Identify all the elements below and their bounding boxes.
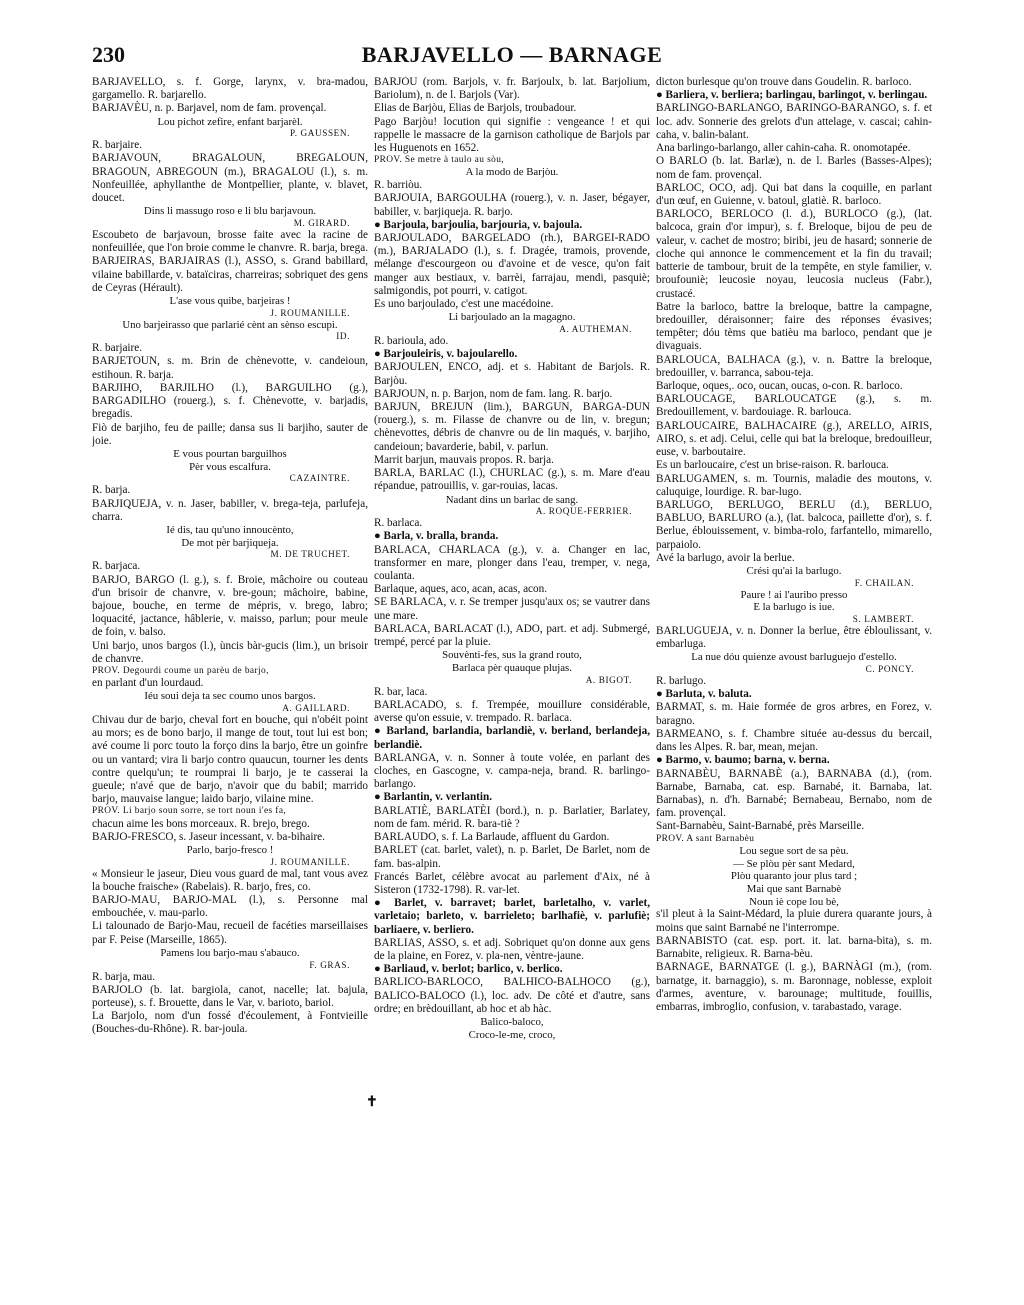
entry-line: Paure ! ai l'auribo presso bbox=[740, 588, 848, 601]
entry-line: BARJAVÈU, n. p. Barjavel, nom de fam. provençal. bbox=[92, 102, 327, 115]
entry-line: Barlaque, aques, aco, acan, acas, acon. bbox=[374, 583, 548, 596]
entry-line: Dins li massugo roso e li blu barjavoun. bbox=[143, 205, 317, 218]
entry-line: Souvènti-fes, sus la grand routo, bbox=[442, 649, 582, 662]
entry-line: Noun iè cope lou bè, bbox=[749, 895, 839, 908]
entry-line: F. GRAS. bbox=[309, 959, 350, 970]
entry-line: ● Barlantin, v. verlantin. bbox=[374, 791, 493, 804]
entry-line: PROV. A sant Barnabèu bbox=[656, 833, 755, 844]
entry-line: Elias de Barjòu, Elias de Barjols, troubadour. bbox=[374, 102, 577, 115]
entry-line: Balico-baloco, bbox=[480, 1016, 544, 1029]
entry-line: BARLOUCAGE, BARLOUCATGE (g.), s. m. Bredouillement, v. bardouiage. R. barlouca. bbox=[656, 393, 932, 419]
entry-line: BARJOUN, n. p. Barjon, nom de fam. lang. R. barjo. bbox=[374, 387, 613, 400]
entry-line: R. barjaire. bbox=[92, 139, 143, 152]
entry-line: L'ase vous quibe, barjeiras ! bbox=[169, 295, 291, 308]
entry-line: BARJUN, BREJUN (lim.), BARGUN, BARGA-DUN (rouerg.), s. m. Filasse de chanvre ou de lin, v. bregun; chènevottes, débris de chanvre ou de lin maqués, v. barjiho, candeioun; bavarderie, babil, v. parlun. bbox=[374, 401, 650, 453]
entry-line: BARLOCO, BERLOCO (l. d.), BURLOCO (g.), (lat. balcoca, grain d'or impur), s. f. Breloque, bijou de peu de valeur, v. cachet de mostro; biribi, jeu de hasard; sonnerie de cloche qui annonce le commencement et la fin du travail; batterie de tambour, bruit de la tempête, en style familier, v. broufouniè; leucosie noyau, leucosia nucleus (Fabr.), crustacé. bbox=[656, 208, 932, 300]
entry-line: BARLINGO-BARLANGO, BARINGO-BARANGO, s. f. et loc. adv. Sonnerie des grelots d'un attelage, v. cascai; cahin-caha, v. balin-balant. bbox=[656, 102, 932, 141]
entry-line: BARMAT, s. m. Haie formée de gros arbres, en Forez, v. baragno. bbox=[656, 701, 932, 727]
page-number: 230 bbox=[92, 42, 125, 67]
entry-line: BARJO-FRESCO, s. Jaseur incessant, v. ba-bihaire. bbox=[92, 830, 325, 843]
entry-line: BARJÒU (rom. Barjols, v. fr. Barjoulx, b. lat. Barjolium, Bariolum), n. de l. Barjols (Var). bbox=[374, 76, 650, 102]
entry-line: BARJEIRAS, BARJAIRAS (l.), ASSO, s. Grand babillard, vilaine babillarde, v. bataïciras, charreiras; sobriquet des gens de Ceyras (Hérault). bbox=[92, 255, 368, 294]
entry-line: BARLANGA, v. n. Sonner à toute volée, en parlant des cloches, en Gascogne, v. campa-neja, brand. R. barlingo-barlango. bbox=[374, 751, 650, 791]
entry-line: BARLA, BARLAC (l.), CHURLAC (g.), s. m. Mare d'eau répandue, patrouillis, v. gar-rouias, lacas. bbox=[374, 467, 650, 493]
entry-line: BARJOUIA, BARGOULHA (rouerg.), v. n. Jaser, bégayer, babiller, v. barjiqueja. R. barjo. bbox=[374, 192, 650, 218]
entry-line: Lou pichot zefire, enfant barjarèl. bbox=[157, 115, 303, 128]
entry-line: Chivau dur de barjo, cheval fort en bouche, qui n'obéit point au mors; es de bono barjo, il mange de tout, tout lui est bon; avé coume li porc touto la forço dins la barjo, être un goinfre ou un vantard; vira li barjo contro quaucun, tourner les dents contre quelqu'un; te roumprai li barjo, je te casserai la gueule; n'avé que de barjo, n'avoir que du babil; marrido barjo, mauvaise langue; laido barjo, vilaine mine. bbox=[92, 713, 368, 806]
entry-line: Nadant dins un barlac de sang. bbox=[445, 493, 579, 506]
entry-line: E la barlugo is iue. bbox=[753, 601, 835, 614]
entry-line: R. barjaire. bbox=[92, 342, 143, 355]
entry-line: R. barja, mau. bbox=[92, 970, 156, 983]
entry-line: O BARLO (b. lat. Barlæ), n. de l. Barles (Basses-Alpes); nom de fam. provençal. bbox=[656, 155, 932, 181]
entry-line: — Se plòu pèr sant Medard, bbox=[733, 857, 855, 870]
entry-line: BARJOLO (b. lat. bargiola, canot, nacelle; lat. bajula, porteuse), s. f. Brouette, dans le Var, v. barioto, bariol. bbox=[92, 983, 368, 1009]
margin-marker: ✝ bbox=[366, 1095, 378, 1110]
entry-line: BARLET (cat. barlet, valet), n. p. Barlet, De Barlet, nom de fam. bas-alpin. bbox=[374, 844, 650, 870]
entry-line: ● Barjouleiris, v. bajoularello. bbox=[374, 348, 518, 361]
running-title: BARJAVELLO — BARNAGE bbox=[361, 42, 663, 67]
entry-line: BARMEANO, s. f. Chambre située au-dessus du bercail, dans les Alpes. R. bar, mean, mejan. bbox=[656, 727, 932, 754]
entry-line: R. barlugo. bbox=[656, 675, 707, 688]
entry-line: « Monsieur le jaseur, Dieu vous guard de mal, tant vous avez la bouche fraische» (Rabelais). R. barjo, fres, co. bbox=[92, 867, 368, 893]
entry-line: BARLATIÈ, BARLATÈI (bord.), n. p. Barlatier, Barlatey, nom de fam. mérid. R. bara-tiè ? bbox=[374, 804, 650, 830]
entry-line: R. bar, laca. bbox=[374, 685, 428, 698]
entry-line: BARLOUCAIRE, BALHACAIRE (g.), ARELLO, AIRIS, AIRO, s. et adj. Celui, celle qui bat la breloque, bredouilleur, euse, v. barboutaire. bbox=[656, 419, 932, 459]
entry-line: La nue dóu quienze avoust barluguejo d'estello. bbox=[691, 651, 897, 664]
entry-line: BARNABISTO (cat. esp. port. it. lat. barna-bita), s. m. Barnabite, religieux. R. Barna-bèu. bbox=[656, 934, 932, 961]
entry-line: BARJOULEN, ENCO, adj. et s. Habitant de Barjols. R. Barjòu. bbox=[374, 361, 650, 387]
entry-line: ● Barliera, v. berliera; barlingau, barlingot, v. berlingau. bbox=[656, 89, 928, 102]
entry-line: Pèr vous escalfura. bbox=[189, 460, 271, 473]
entry-line: Uni barjo, unos bargos (l.), ùncis bàr-gucis (lim.), un brisoir de chanvre. bbox=[92, 639, 368, 665]
entry-line: BARLUGUEJA, v. n. Donner la berlue, être ébloulissant, v. embarluga. bbox=[656, 625, 932, 651]
entry-line: BARLOUCA, BALHACA (g.), v. n. Battre la breloque, bredouiller, v. barranca, sabou-teja. bbox=[656, 353, 932, 379]
entry-line: Barlaca pèr quauque plujas. bbox=[452, 662, 572, 675]
column-middle bbox=[374, 76, 650, 1286]
entry-line: en parlant d'un lourdaud. bbox=[92, 677, 204, 690]
entry-line: A la modo de Barjòu. bbox=[465, 166, 559, 179]
entry-line: BARJAVOUN, BRAGALOUN, BREGALOUN, BRAGOUN, ABREGOUN (m.), BRAGALOU (l.), s. m. Nonfeuillée, aphyllanthe de Montpellier, plante, v. blavet, doucet. bbox=[92, 152, 368, 205]
entry-line: BARLACADO, s. f. Trempée, mouillure considérable, averse qu'on essuie, v. trempado. R. barlaca. bbox=[374, 698, 650, 725]
entry-line: dicton burlesque qu'on trouve dans Goudelin. R. barloco. bbox=[656, 76, 912, 88]
entry-line: A. BIGOT. bbox=[585, 674, 632, 685]
entry-line: Iéu soui deja ta sec coumo unos bargos. bbox=[144, 690, 316, 703]
entry-line: Escoubeto de barjavoun, brosse faite avec la racine de nonfeuillée, que l'on broie comme le chanvre. R. barja, brega. bbox=[92, 228, 368, 255]
entry-line: BARLACA, CHARLACA (g.), v. a. Changer en lac, transformer en mare, plonger dans l'eau, tremper, v. nega, coulanta. bbox=[374, 543, 650, 583]
entry-line: R. barlaca. bbox=[374, 517, 423, 530]
entry-line: A. GAILLARD. bbox=[282, 703, 350, 714]
entry-line: BARLUGAMEN, s. m. Tournis, maladie des moutons, v. caluquige, lourdige. R. bar-lugo. bbox=[656, 472, 932, 498]
entry-line: PROV. Se metre à taulo au sòu, bbox=[374, 155, 505, 166]
entry-line: ● Barlet, v. barravet; barlet, barletalho, v. varlet, varletaio; barleto, v. barrieleto; barlhafiè, v. parlufiè; barliaere, v. berliero. bbox=[374, 897, 650, 936]
text-columns bbox=[92, 76, 932, 1286]
entry-line: BARLIAS, ASSO, s. et adj. Sobriquet qu'on donne aux gens de la plaine, en Forez, v. pla-nen, vèntre-jaune. bbox=[374, 936, 650, 963]
entry-line: Ié dis, tau qu'uno innoucènto, bbox=[166, 523, 294, 536]
entry-line: Francés Barlet, célèbre avocat au parlement d'Aix, né à Sisteron (1732-1798). R. var-let. bbox=[374, 870, 650, 896]
entry-line: De mot pèr barjiqueja. bbox=[181, 536, 279, 549]
entry-line: Es un barloucaire, c'est un brise-raison. R. barlouca. bbox=[656, 459, 889, 472]
entry-line: M. GIRARD. bbox=[293, 218, 350, 229]
entry-line: Plòu quaranto jour plus tard ; bbox=[730, 870, 858, 883]
entry-line: Avé la barlugo, avoir la berlue. bbox=[656, 551, 795, 564]
entry-line: BARJIHO, BARJILHO (l.), BARGUILHO (g.), BARGADILHO (rouerg.), s. f. Chènevotte, v. barjadis, bregadis. bbox=[92, 381, 368, 421]
entry-line: R. barja. bbox=[92, 484, 131, 497]
entry-line: BARJETOUN, s. m. Brin de chènevotte, v. candeioun, estihoun. R. barja. bbox=[92, 355, 368, 381]
entry-line: C. PONCY. bbox=[865, 664, 914, 675]
entry-line: CAZAINTRE. bbox=[289, 473, 350, 484]
entry-line: ● Barluta, v. baluta. bbox=[656, 688, 752, 701]
entry-line: SE BARLACA, v. r. Se tremper jusqu'aux os; se vautrer dans une mare. bbox=[374, 596, 650, 622]
entry-line: F. CHAILAN. bbox=[854, 577, 914, 588]
entry-line: PROV. Degourdi coume un parèu de barjo, bbox=[92, 666, 269, 677]
entry-line: Sant-Barnabèu, Saint-Barnabé, près Marseille. bbox=[656, 820, 865, 833]
entry-line: BARJOULADO, BARGELADO (rh.), BARGEI-RADO (m.), BARJALADO (l.), s. f. Dragée, tramois, provende, mélange d'escourgeon ou d'avoine et de vesce, qu'on fait manger aux bestiaux, v. barrèi, farrajau, mendi, pasquiè; salmigondis, pot pourri, v. catigot. bbox=[374, 232, 650, 297]
entry-line: Batre la barloco, battre la breloque, battre la campagne, bredouiller, déraisonner; faire des réponses évasives; tempêter; dóu tèms que batièu ma barloco, pendant que je divaguais. bbox=[656, 300, 932, 353]
entry-line: Mai que sant Barnabè bbox=[746, 882, 842, 895]
column-right bbox=[656, 76, 932, 1286]
entry-line: J. ROUMANILLE. bbox=[270, 307, 350, 318]
entry-line: Crési qu'ai la barlugo. bbox=[746, 565, 842, 578]
entry-line: Parlo, barjo-fresco ! bbox=[186, 844, 274, 856]
entry-line: M. DE TRUCHET. bbox=[270, 549, 350, 560]
entry-line: Marrit barjun, mauvais propos. R. barja. bbox=[374, 453, 554, 466]
entry-line: BARJO-MAU, BARJO-MAL (l.), s. Personne mal embouchée, v. mau-parlo. bbox=[92, 894, 368, 920]
entry-line: Li talounado de Barjo-Mau, recueil de facéties marseillaises par F. Peise (Marseille, 1865). bbox=[92, 920, 368, 946]
entry-line: P. GAUSSEN. bbox=[290, 128, 350, 139]
entry-line: PROV. Li barjo soun sorre, se tort noun i'es fa, bbox=[92, 806, 287, 817]
entry-line: J. ROUMANILLE. bbox=[270, 856, 350, 867]
entry-line: chacun aime les bons morceaux. R. brejo, brego. bbox=[92, 817, 310, 830]
entry-line: R. barioula, ado. bbox=[374, 334, 449, 347]
entry-line: BARJAVELLO, s. f. Gorge, larynx, v. bra-madou, gargamello. R. barjarello. bbox=[92, 76, 368, 102]
entry-line: ● Barjoula, barjoulia, barjouria, v. bajoula. bbox=[374, 218, 583, 231]
entry-line: R. barriòu. bbox=[374, 179, 423, 192]
entry-line: BARLOC, OCO, adj. Qui bat dans la coquille, en parlant d'un œuf, en Guienne, v. batoul, glatiè. R. barloco. bbox=[656, 181, 932, 207]
entry-line: E vous pourtan barguilhos bbox=[173, 447, 287, 460]
entry-line: ● Barliaud, v. berlot; barlico, v. berlico. bbox=[374, 963, 563, 976]
entry-line: Croco-le-me, croco, bbox=[468, 1028, 556, 1041]
entry-line: A. ROQUE-FERRIER. bbox=[535, 506, 632, 517]
entry-line: S. LAMBERT. bbox=[852, 614, 914, 625]
entry-line: BARNABÈU, BARNABÈ (a.), BARNABA (d.), (rom. Barnabe, Barnaba, cat. esp. Barnabé, it. Barnaba, lat. Barnabas), n. d'h. Barnabé; Bernabeau, Bernabo, nom de fam. provençal. bbox=[656, 767, 932, 820]
entry-line: Li barjoulado an la magagno. bbox=[448, 311, 576, 324]
column-left bbox=[92, 76, 368, 1286]
entry-line: BARJIQUEJA, v. n. Jaser, babiller, v. brega-teja, parlufeja, charra. bbox=[92, 497, 368, 523]
entry-line: La Barjolo, nom d'un fossé d'écoulement, à Fontvieille (Bouches-du-Rhône). R. bar-joula. bbox=[92, 1010, 368, 1036]
entry-line: ● Barland, barlandia, barlandiè, v. berland, berlandeja, berlandiè. bbox=[374, 725, 650, 751]
entry-line: ● Barmo, v. baumo; barna, v. berna. bbox=[656, 754, 830, 767]
entry-line: R. barjaca. bbox=[92, 560, 141, 573]
entry-line: Lou segue sort de sa pèu. bbox=[739, 844, 849, 857]
entry-line: BARLUGO, BERLUGO, BERLU (d.), BERLUO, BABLUO, BARLURO (a.), (lat. balcoca, paillette d'or), s. f. Berlue, éblouissement, v. bimba-rolo, farfantello, mimarello, parpaiolo. bbox=[656, 499, 932, 551]
entry-line: ● Barla, v. bralla, branda. bbox=[374, 530, 499, 543]
entry-line: Es uno barjoulado, c'est une macédoine. bbox=[374, 298, 554, 311]
entry-line: BARLICO-BARLOCO, BALHICO-BALHOCO (g.), BALICO-BALOCO (l.), loc. adv. De côté et d'autre, sans ordre; en brèdouillant, ab hoc et ab hàc. bbox=[374, 976, 650, 1015]
entry-line: BARLAUDO, s. f. La Barlaude, affluent du Gardon. bbox=[374, 831, 610, 844]
entry-line: Pamens lou barjo-mau s'abauco. bbox=[160, 946, 300, 959]
entry-line: s'il pleut à la Saint-Médard, la pluie durera quarante jours, à moins que saint Barnabé ne l'interrompe. bbox=[656, 908, 932, 934]
page-header bbox=[92, 42, 932, 76]
entry-line: Ana barlingo-barlango, aller cahin-caha. R. onomotapée. bbox=[656, 142, 911, 155]
entry-line: Pago Barjòu! locution qui signifie : vengeance ! et qui rappelle le massacre de la garnison catholique de Barjols par les Huguenots en 1652. bbox=[374, 115, 650, 155]
entry-line: Uno barjeirasso que parlarié cènt an sènso escupi. bbox=[122, 318, 338, 331]
entry-line: ID. bbox=[336, 331, 350, 342]
entry-line: BARJO, BARGO (l. g.), s. f. Broie, mâchoire ou couteau d'un brisoir de chanvre, v. bre-goun; mâchoire, babine, bajoue, bouche, en terme de mépris, v. brego, labro; loquacité, jactance, hâblerie, v. maisso, parlun; pour meule de foin, v. balso. bbox=[92, 573, 368, 639]
entry-line: BARNAGE, BARNATGE (l. g.), BARNÀGI (m.), (rom. barnatge, it. barnaggio), s. m. Baronnage, noblesse, exploit d'armes, aventure, v. barounage; multitude, fouillis, embarras, imbroglio, confusion, v. tarabastado, varage. bbox=[656, 961, 932, 1013]
entry-line: Barloque, oques,. oco, oucan, oucas, o-con. R. barloco. bbox=[656, 380, 903, 393]
entry-line: Fiò de barjiho, feu de paille; dansa sus li barjiho, sauter de joie. bbox=[92, 421, 368, 447]
entry-line: A. AUTHEMAN. bbox=[559, 324, 632, 335]
entry-line: BARLACA, BARLACAT (l.), ADO, part. et adj. Submergé, trempé, percé par la pluie. bbox=[374, 622, 650, 649]
